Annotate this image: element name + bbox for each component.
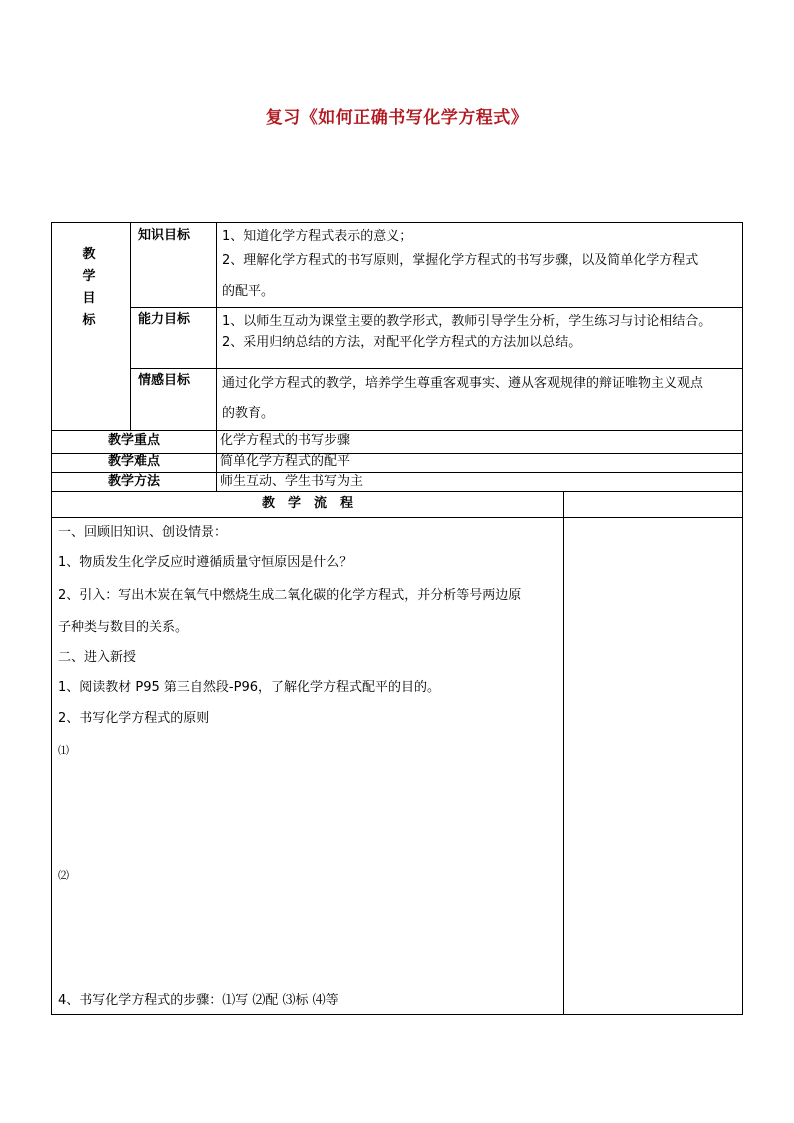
row-divider — [52, 430, 743, 431]
method-label: 教学方法 — [107, 474, 160, 489]
ability-line-1: 1、以师生互动为课堂主要的教学形式，教师引导学生分析，学生练习与讨论相结合。 — [222, 314, 712, 329]
knowledge-line-1: 1、知道化学方程式表示的意义； — [222, 229, 413, 244]
flow-line: 2、引入：写出木炭在氧气中燃烧生成二氧化碳的化学方程式，并分析等号两边原 — [58, 588, 522, 603]
flow-header: 教 学 流 程 — [261, 496, 353, 511]
flow-line: 2、书写化学方程式的原则 — [58, 711, 210, 726]
emotion-label: 情感目标 — [138, 373, 191, 388]
knowledge-label: 知识目标 — [138, 228, 191, 243]
knowledge-line-2: 2、理解化学方程式的书写原则，掌握化学方程式的书写步骤，以及简单化学方程式 — [222, 253, 699, 268]
ability-label: 能力目标 — [138, 312, 191, 327]
col-divider — [563, 491, 564, 1015]
key-point-value: 化学方程式的书写步骤 — [220, 433, 351, 448]
emotion-line-1: 通过化学方程式的教学，培养学生尊重客观事实、遵从客观规律的辩证唯物主义观点 — [222, 376, 704, 391]
row-divider — [52, 472, 743, 473]
emotion-line-2: 的教育。 — [222, 406, 275, 421]
objectives-header: 教 学 目 标 — [82, 247, 96, 328]
flow-line: ⑵ — [58, 869, 69, 882]
flow-line: 1、阅读教材 P95 第三自然段-P96，了解化学方程式配平的目的。 — [58, 680, 440, 695]
flow-line: 二、进入新授 — [58, 650, 137, 665]
document-title: 复习《如何正确书写化学方程式》 — [265, 108, 529, 128]
knowledge-line-3: 的配平。 — [222, 284, 275, 299]
row-divider — [130, 368, 743, 369]
method-value: 师生互动、学生书写为主 — [220, 474, 364, 489]
row-divider — [130, 307, 743, 308]
difficulty-label: 教学难点 — [107, 454, 160, 469]
col-divider — [216, 223, 217, 491]
key-point-label: 教学重点 — [107, 433, 160, 448]
lesson-plan-table — [51, 222, 743, 1015]
flow-line: 子种类与数目的关系。 — [58, 620, 189, 635]
col-divider — [130, 223, 131, 430]
row-divider — [52, 517, 743, 518]
flow-line: 一、回顾旧知识、创设情景： — [58, 525, 228, 540]
row-divider — [52, 491, 743, 492]
flow-line: 1、物质发生化学反应时遵循质量守恒原因是什么？ — [58, 555, 353, 570]
difficulty-value: 简单化学方程式的配平 — [220, 454, 351, 469]
ability-line-2: 2、采用归纳总结的方法，对配平化学方程式的方法加以总结。 — [222, 335, 582, 350]
flow-line: ⑴ — [58, 744, 69, 757]
flow-line: 4、书写化学方程式的步骤：⑴写 ⑵配 ⑶标 ⑷等 — [58, 993, 339, 1008]
